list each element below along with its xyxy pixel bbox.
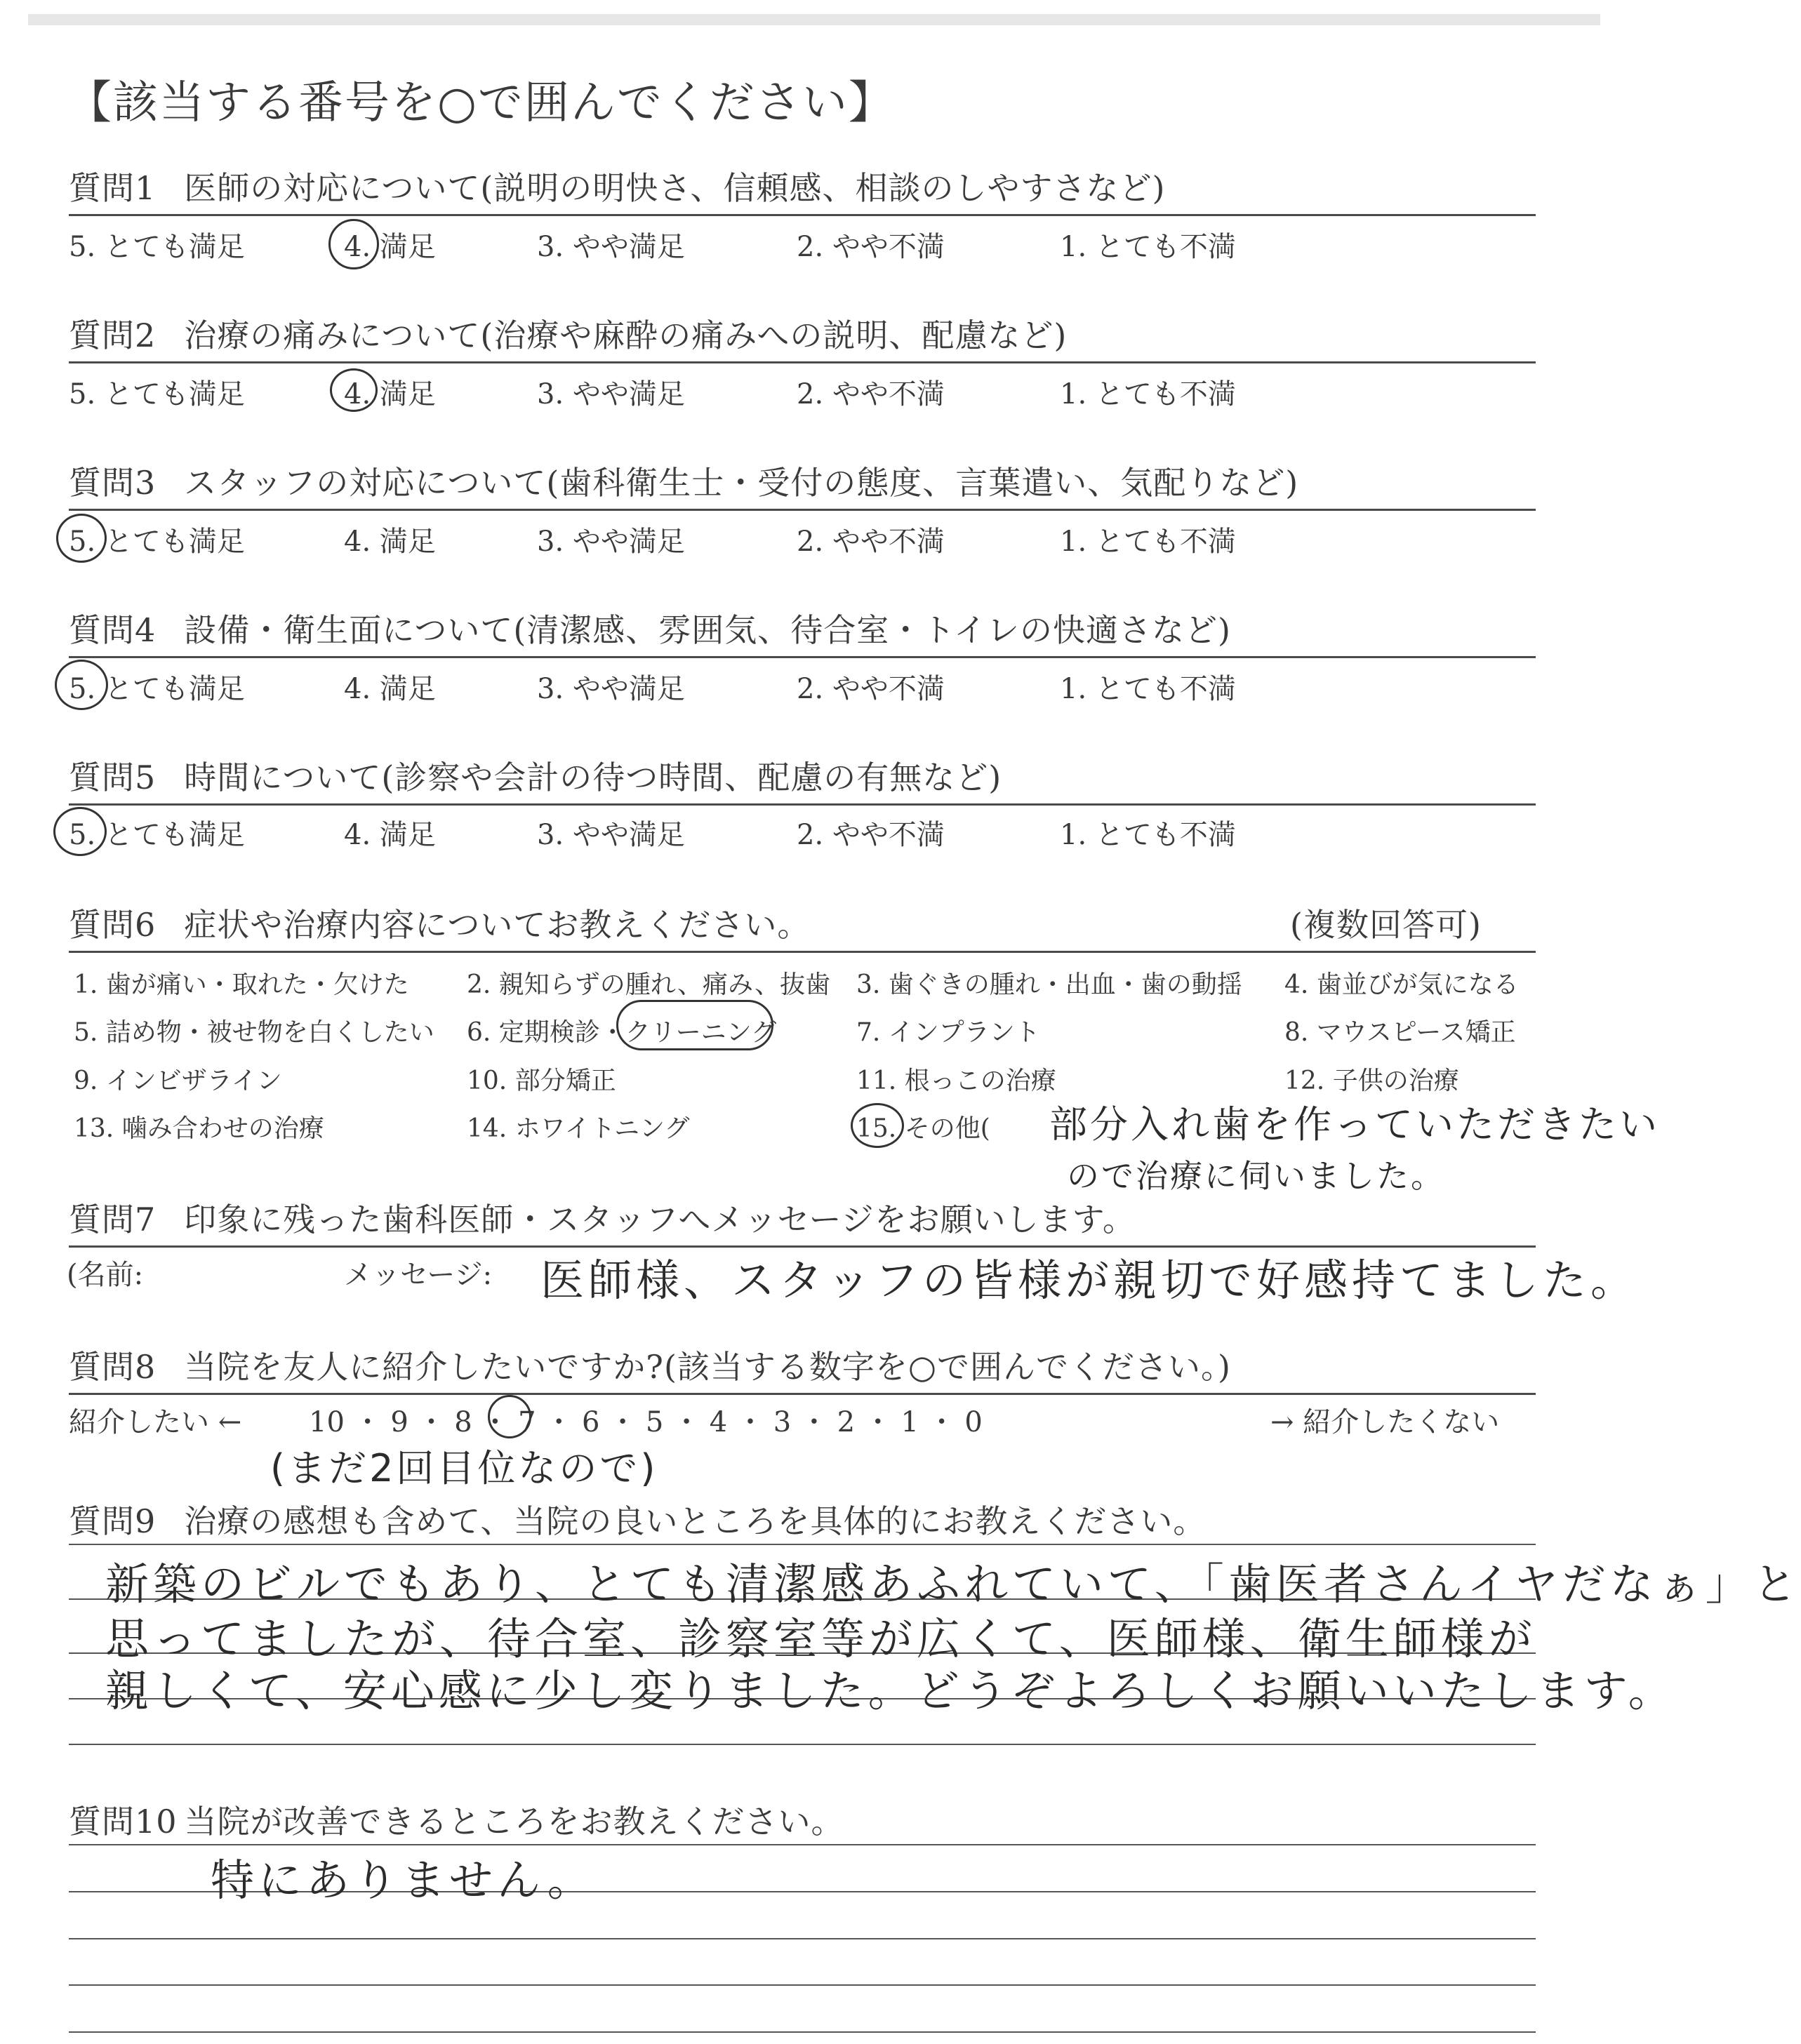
good-points-line-3: 親しくて、安心感に少し変りました。どうぞよろしくお願いいたします。 bbox=[105, 1665, 1676, 1716]
scale-6[interactable]: 6 bbox=[582, 1406, 600, 1438]
symptom-option-9[interactable]: 9. インビザライン bbox=[74, 1067, 282, 1095]
other-answer-line-2: ので治療に伺いました。 bbox=[1067, 1157, 1445, 1195]
q2-option-4[interactable]: 4. 満足 bbox=[344, 378, 436, 410]
message-label: メッセージ: bbox=[344, 1259, 493, 1291]
q2-option-5[interactable]: 5. とても満足 bbox=[69, 378, 245, 410]
symptom-option-6[interactable]: 6. 定期検診・クリーニング bbox=[467, 1018, 777, 1047]
question-9 bbox=[69, 1496, 1206, 1542]
q4-option-4[interactable]: 4. 満足 bbox=[344, 673, 436, 705]
question-text: スタッフの対応について(歯科衛生士・受付の態度、言葉遣い、気配りなど) bbox=[184, 464, 1299, 502]
recommend-selection-circle bbox=[488, 1395, 531, 1438]
question-2 bbox=[69, 310, 1067, 356]
q5-option-4[interactable]: 4. 満足 bbox=[344, 819, 436, 851]
scale-10[interactable]: 10 bbox=[309, 1406, 345, 1438]
q5-option-2[interactable]: 2. やや不満 bbox=[797, 819, 945, 851]
divider bbox=[69, 214, 1536, 216]
question-4 bbox=[69, 605, 1231, 651]
q2-selection-circle bbox=[330, 368, 378, 412]
q3-selection-circle bbox=[56, 514, 107, 563]
q4-option-1[interactable]: 1. とても不満 bbox=[1060, 673, 1236, 705]
q3-option-2[interactable]: 2. やや不満 bbox=[797, 526, 945, 558]
q5-option-3[interactable]: 3. やや満足 bbox=[537, 819, 685, 851]
question-number: 質問2 bbox=[69, 316, 157, 354]
answer-line bbox=[69, 1984, 1536, 1986]
symptom-option-2[interactable]: 2. 親知らずの腫れ、痛み、抜歯 bbox=[467, 970, 831, 999]
question-1 bbox=[69, 163, 1165, 209]
q4-option-3[interactable]: 3. やや満足 bbox=[537, 673, 685, 705]
divider bbox=[69, 1393, 1536, 1395]
question-8 bbox=[69, 1342, 1231, 1388]
question-number: 質問1 bbox=[69, 169, 157, 207]
question-text: 当院を友人に紹介したいですか?(該当する数字を○で囲んでください。) bbox=[184, 1348, 1231, 1386]
q3-option-3[interactable]: 3. やや満足 bbox=[537, 526, 685, 558]
divider bbox=[69, 951, 1536, 953]
question-6 bbox=[69, 900, 810, 946]
q1-option-5[interactable]: 5. とても満足 bbox=[69, 231, 245, 263]
q5-selection-circle bbox=[53, 807, 107, 856]
answer-line bbox=[69, 2031, 1536, 2033]
multiple-answers-note: (複数回答可) bbox=[1290, 906, 1482, 944]
instruction-heading: 【該当する番号を○で囲んでください】 bbox=[67, 77, 895, 129]
question-number: 質問3 bbox=[69, 464, 157, 502]
answer-line bbox=[69, 1938, 1536, 1939]
symptom-option-15[interactable]: 15. その他( bbox=[856, 1114, 990, 1143]
q2-option-1[interactable]: 1. とても不満 bbox=[1060, 378, 1236, 410]
symptom-option-13[interactable]: 13. 噛み合わせの治療 bbox=[74, 1114, 324, 1143]
improvement-answer: 特にありません。 bbox=[211, 1855, 595, 1906]
recommend-scale: 10 ・ 9 ・ 8 ・ 7 ・ 6 ・ 5 ・ 4 ・ 3 ・ 2 ・ 1 ・ 0 bbox=[309, 1406, 983, 1438]
scale-8[interactable]: 8 bbox=[454, 1406, 472, 1438]
good-points-line-1: 新築のビルでもあり、とても清潔感あふれていて、「歯医者さんイヤだなぁ」と bbox=[105, 1558, 1801, 1610]
q5-option-1[interactable]: 1. とても不満 bbox=[1060, 819, 1236, 851]
q5-option-5[interactable]: 5. とても満足 bbox=[69, 819, 245, 851]
divider bbox=[69, 361, 1536, 363]
question-text: 症状や治療内容についてお教えください。 bbox=[184, 906, 811, 944]
question-text: 治療の感想も含めて、当院の良いところを具体的にお教えください。 bbox=[184, 1502, 1207, 1540]
symptom-option-10[interactable]: 10. 部分矯正 bbox=[467, 1067, 616, 1095]
scale-2[interactable]: 2 bbox=[837, 1406, 856, 1438]
message-answer: 医師様、スタッフの皆様が親切で好感持てました。 bbox=[540, 1255, 1639, 1306]
q1-option-3[interactable]: 3. やや満足 bbox=[537, 231, 685, 263]
question-5 bbox=[69, 752, 1002, 799]
scan-top-band bbox=[28, 14, 1600, 25]
symptom-option-5[interactable]: 5. 詰め物・被せ物を白くしたい bbox=[74, 1018, 434, 1047]
q2-option-2[interactable]: 2. やや不満 bbox=[797, 378, 945, 410]
recommend-right-label: → 紹介したくない bbox=[1270, 1406, 1500, 1438]
scale-1[interactable]: 1 bbox=[900, 1406, 919, 1438]
question-10 bbox=[69, 1796, 844, 1843]
cleaning-selection-circle bbox=[616, 1000, 773, 1050]
scale-3[interactable]: 3 bbox=[773, 1406, 792, 1438]
q4-option-2[interactable]: 2. やや不満 bbox=[797, 673, 945, 705]
divider bbox=[69, 656, 1536, 658]
symptom-option-11[interactable]: 11. 根っこの治療 bbox=[856, 1067, 1056, 1095]
symptom-option-4[interactable]: 4. 歯並びが気になる bbox=[1284, 970, 1519, 999]
question-number: 質問9 bbox=[69, 1502, 157, 1540]
symptom-option-14[interactable]: 14. ホワイトニング bbox=[467, 1114, 690, 1143]
symptom-option-12[interactable]: 12. 子供の治療 bbox=[1284, 1067, 1459, 1095]
answer-line bbox=[69, 1544, 1536, 1545]
q1-option-1[interactable]: 1. とても不満 bbox=[1060, 231, 1236, 263]
question-number: 質問8 bbox=[69, 1348, 157, 1386]
q1-option-2[interactable]: 2. やや不満 bbox=[797, 231, 945, 263]
question-7 bbox=[69, 1194, 1136, 1241]
question-text: 医師の対応について(説明の明快さ、信頼感、相談のしやすさなど) bbox=[184, 169, 1166, 207]
other-selection-circle bbox=[851, 1103, 904, 1148]
q1-option-4[interactable]: 4. 満足 bbox=[344, 231, 436, 263]
question-number: 質問7 bbox=[69, 1201, 157, 1238]
scale-0[interactable]: 0 bbox=[964, 1406, 983, 1438]
q2-option-3[interactable]: 3. やや満足 bbox=[537, 378, 685, 410]
question-text: 時間について(診察や会計の待つ時間、配慮の有無など) bbox=[184, 759, 1002, 796]
divider bbox=[69, 803, 1536, 806]
question-text: 設備・衛生面について(清潔感、雰囲気、待合室・トイレの快適さなど) bbox=[184, 611, 1231, 649]
other-answer-line-1: 部分入れ歯を作っていただきたい bbox=[1049, 1102, 1660, 1147]
scale-7[interactable]: 7 bbox=[518, 1406, 536, 1438]
recommend-note: (まだ2回目位なので) bbox=[270, 1446, 658, 1490]
q3-option-1[interactable]: 1. とても不満 bbox=[1060, 526, 1236, 558]
scale-4[interactable]: 4 bbox=[709, 1406, 728, 1438]
question-number: 質問10 bbox=[69, 1803, 178, 1841]
question-number: 質問6 bbox=[69, 906, 157, 944]
symptom-option-8[interactable]: 8. マウスピース矯正 bbox=[1284, 1018, 1516, 1047]
symptom-option-3[interactable]: 3. 歯ぐきの腫れ・出血・歯の動揺 bbox=[856, 970, 1242, 999]
q3-option-5[interactable]: 5. とても満足 bbox=[69, 526, 245, 558]
q4-selection-circle bbox=[55, 660, 108, 710]
divider bbox=[69, 509, 1536, 511]
question-text: 当院が改善できるところをお教えください。 bbox=[184, 1803, 844, 1841]
question-3 bbox=[69, 457, 1298, 504]
question-number: 質問5 bbox=[69, 759, 157, 796]
good-points-line-2: 思ってましたが、待合室、診察室等が広くて、医師様、衛生師様が bbox=[105, 1613, 1536, 1664]
scale-9[interactable]: 9 bbox=[390, 1406, 408, 1438]
name-label: (名前: bbox=[67, 1259, 144, 1291]
q3-option-4[interactable]: 4. 満足 bbox=[344, 526, 436, 558]
question-text: 治療の痛みについて(治療や麻酔の痛みへの説明、配慮など) bbox=[184, 316, 1068, 354]
scale-5[interactable]: 5 bbox=[645, 1406, 664, 1438]
question-text: 印象に残った歯科医師・スタッフへメッセージをお願いします。 bbox=[184, 1201, 1136, 1238]
symptom-option-1[interactable]: 1. 歯が痛い・取れた・欠けた bbox=[74, 970, 409, 999]
symptom-option-7[interactable]: 7. インプラント bbox=[856, 1018, 1040, 1047]
recommend-left-label: 紹介したい ← bbox=[69, 1406, 242, 1438]
answer-line bbox=[69, 1744, 1536, 1745]
q4-option-5[interactable]: 5. とても満足 bbox=[69, 673, 245, 705]
q1-selection-circle bbox=[328, 219, 379, 269]
question-number: 質問4 bbox=[69, 611, 157, 649]
